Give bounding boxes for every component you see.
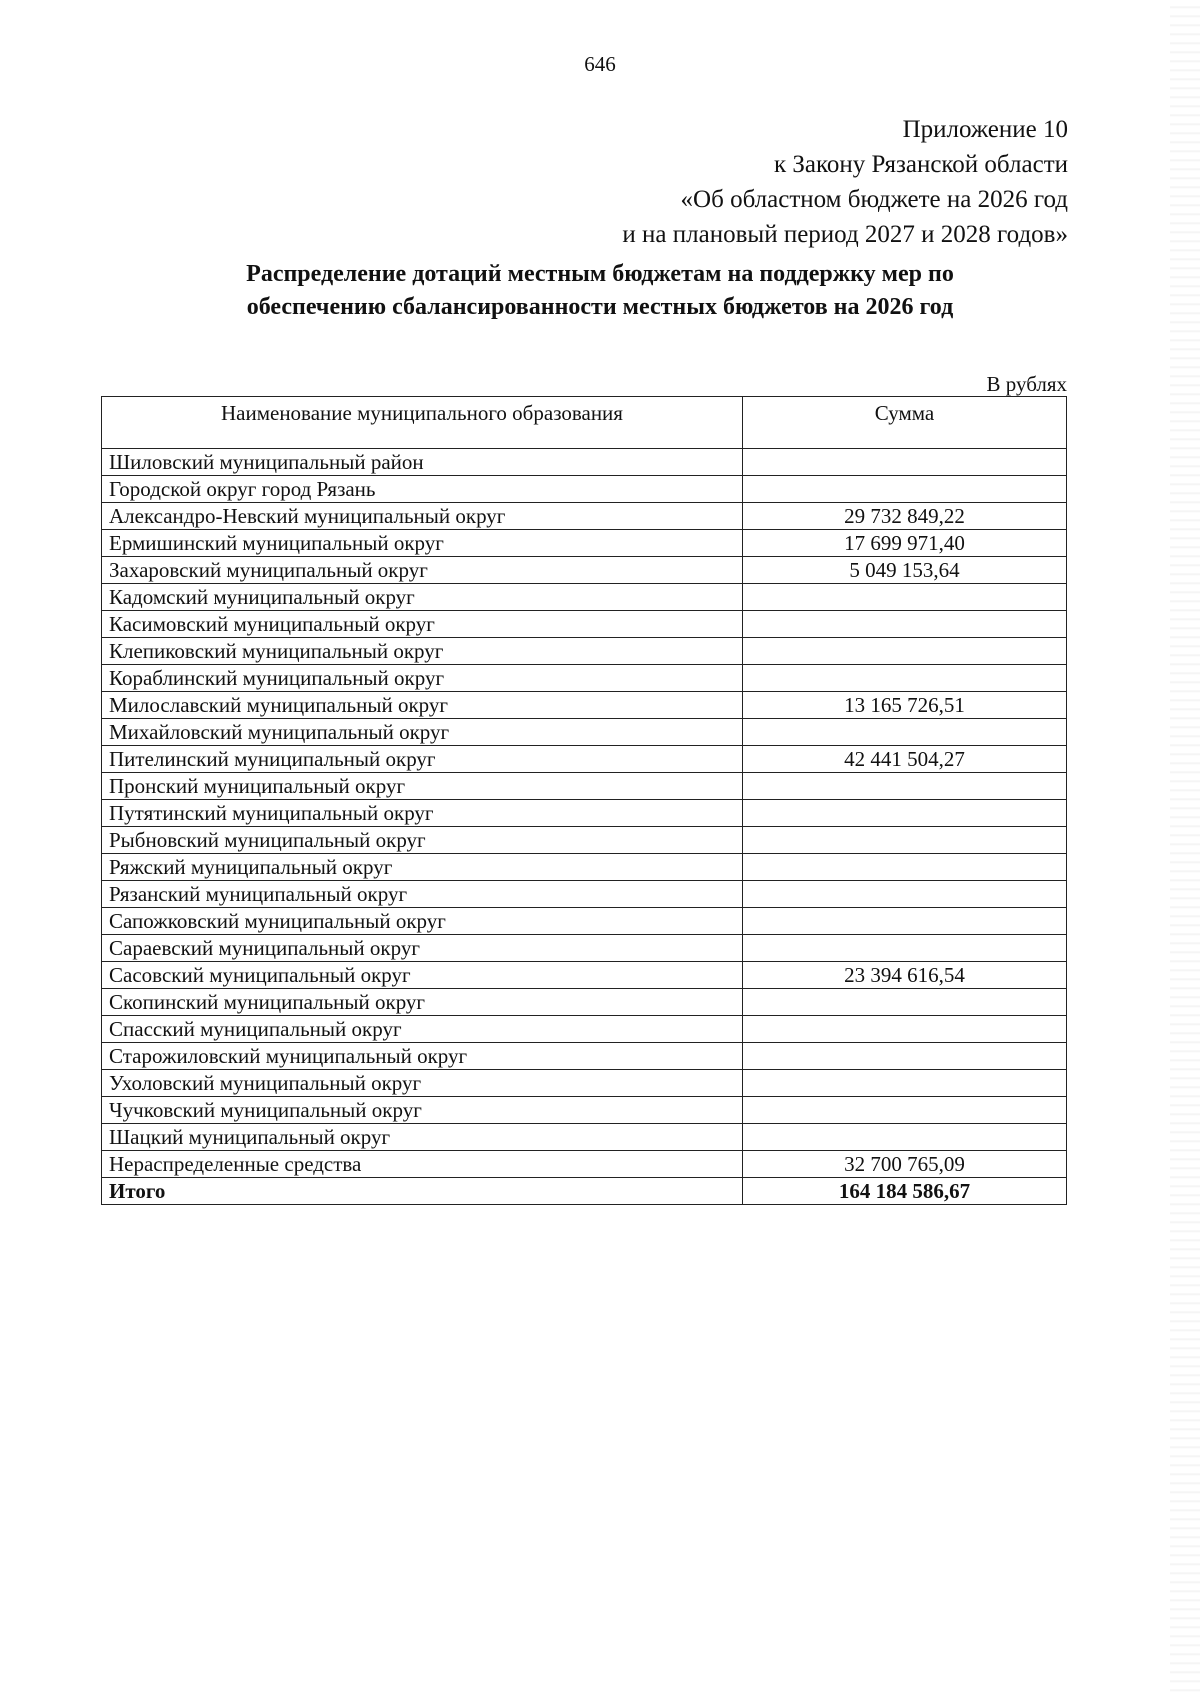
row-sum-cell	[742, 719, 1066, 746]
page-number: 646	[584, 52, 616, 76]
row-sum-cell	[742, 449, 1066, 476]
row-sum-cell: 5 049 153,64	[742, 557, 1066, 584]
row-name-cell: Александро-Невский муниципальный округ	[102, 503, 743, 530]
table-row	[102, 557, 1067, 584]
row-name-cell: Сараевский муниципальный округ	[102, 935, 743, 962]
table-row	[102, 530, 1067, 557]
appendix-line-3: «Об областном бюджете на 2026 год	[680, 186, 1068, 213]
row-sum-cell	[742, 773, 1066, 800]
units-note: В рублях	[986, 372, 1067, 396]
table-row	[102, 665, 1067, 692]
row-sum-cell	[742, 1043, 1066, 1070]
row-sum-cell	[742, 1016, 1066, 1043]
column-header-name: Наименование муниципального образования	[102, 397, 743, 449]
row-name-cell: Шацкий муниципальный округ	[102, 1124, 743, 1151]
row-sum-cell	[742, 638, 1066, 665]
table-row	[102, 800, 1067, 827]
row-name-cell: Старожиловский муниципальный округ	[102, 1043, 743, 1070]
table-row	[102, 773, 1067, 800]
row-name-cell: Шиловский муниципальный район	[102, 449, 743, 476]
row-name-cell: Рыбновский муниципальный округ	[102, 827, 743, 854]
row-sum-cell	[742, 476, 1066, 503]
row-sum-cell	[742, 854, 1066, 881]
row-name-cell: Спасский муниципальный округ	[102, 1016, 743, 1043]
appendix-line-4: и на плановый период 2027 и 2028 годов»	[622, 221, 1068, 248]
table-row	[102, 1070, 1067, 1097]
document-title-line-1: Распределение дотаций местным бюджетам на поддержку мер по	[246, 261, 954, 287]
appendix-line-2: к Закону Рязанской области	[774, 151, 1068, 178]
table-row	[102, 584, 1067, 611]
table-row	[102, 449, 1067, 476]
table-row	[102, 935, 1067, 962]
row-sum-cell	[742, 1070, 1066, 1097]
row-name-cell: Нераспределенные средства	[102, 1151, 743, 1178]
row-name-cell: Чучковский муниципальный округ	[102, 1097, 743, 1124]
row-sum-cell: 17 699 971,40	[742, 530, 1066, 557]
table-row	[102, 476, 1067, 503]
row-name-cell: Пителинский муниципальный округ	[102, 746, 743, 773]
scan-edge-artifact	[1170, 0, 1200, 1695]
row-sum-cell	[742, 584, 1066, 611]
row-sum-cell: 13 165 726,51	[742, 692, 1066, 719]
table-row	[102, 854, 1067, 881]
row-sum-cell: 29 732 849,22	[742, 503, 1066, 530]
budget-table	[101, 396, 1067, 1205]
row-name-cell: Милославский муниципальный округ	[102, 692, 743, 719]
row-sum-cell: 23 394 616,54	[742, 962, 1066, 989]
row-sum-cell	[742, 989, 1066, 1016]
total-label: Итого	[102, 1178, 743, 1205]
table-row	[102, 827, 1067, 854]
table-row	[102, 1043, 1067, 1070]
row-sum-cell	[742, 1124, 1066, 1151]
table-row	[102, 611, 1067, 638]
row-name-cell: Путятинский муниципальный округ	[102, 800, 743, 827]
row-name-cell: Рязанский муниципальный округ	[102, 881, 743, 908]
row-name-cell: Сапожковский муниципальный округ	[102, 908, 743, 935]
row-sum-cell	[742, 1097, 1066, 1124]
row-name-cell: Ухоловский муниципальный округ	[102, 1070, 743, 1097]
row-sum-cell	[742, 908, 1066, 935]
row-sum-cell	[742, 611, 1066, 638]
table-row	[102, 908, 1067, 935]
row-sum-cell: 32 700 765,09	[742, 1151, 1066, 1178]
row-name-cell: Городской округ город Рязань	[102, 476, 743, 503]
table-row	[102, 746, 1067, 773]
row-name-cell: Ряжский муниципальный округ	[102, 854, 743, 881]
row-name-cell: Касимовский муниципальный округ	[102, 611, 743, 638]
appendix-line-1: Приложение 10	[902, 116, 1068, 143]
table-row	[102, 1016, 1067, 1043]
table-row	[102, 692, 1067, 719]
row-sum-cell: 42 441 504,27	[742, 746, 1066, 773]
row-name-cell: Клепиковский муниципальный округ	[102, 638, 743, 665]
row-name-cell: Ермишинский муниципальный округ	[102, 530, 743, 557]
table-row	[102, 1124, 1067, 1151]
row-sum-cell	[742, 935, 1066, 962]
table-row	[102, 638, 1067, 665]
row-name-cell: Кадомский муниципальный округ	[102, 584, 743, 611]
table-row	[102, 719, 1067, 746]
row-name-cell: Кораблинский муниципальный округ	[102, 665, 743, 692]
column-header-sum: Сумма	[742, 397, 1066, 449]
table-row	[102, 1151, 1067, 1178]
appendix-header	[622, 112, 1068, 252]
table-row	[102, 881, 1067, 908]
table-body	[102, 449, 1067, 1205]
row-name-cell: Скопинский муниципальный округ	[102, 989, 743, 1016]
table-row	[102, 1097, 1067, 1124]
row-sum-cell	[742, 800, 1066, 827]
row-name-cell: Сасовский муниципальный округ	[102, 962, 743, 989]
document-title	[0, 258, 1200, 324]
total-sum: 164 184 586,67	[742, 1178, 1066, 1205]
row-name-cell: Захаровский муниципальный округ	[102, 557, 743, 584]
row-name-cell: Михайловский муниципальный округ	[102, 719, 743, 746]
total-row	[102, 1178, 1067, 1205]
row-sum-cell	[742, 827, 1066, 854]
row-sum-cell	[742, 665, 1066, 692]
row-sum-cell	[742, 881, 1066, 908]
table-row	[102, 989, 1067, 1016]
table-header-row	[102, 397, 1067, 449]
document-title-line-2: обеспечению сбалансированности местных бюджетов на 2026 год	[246, 294, 954, 320]
row-name-cell: Пронский муниципальный округ	[102, 773, 743, 800]
table-row	[102, 962, 1067, 989]
table-row	[102, 503, 1067, 530]
